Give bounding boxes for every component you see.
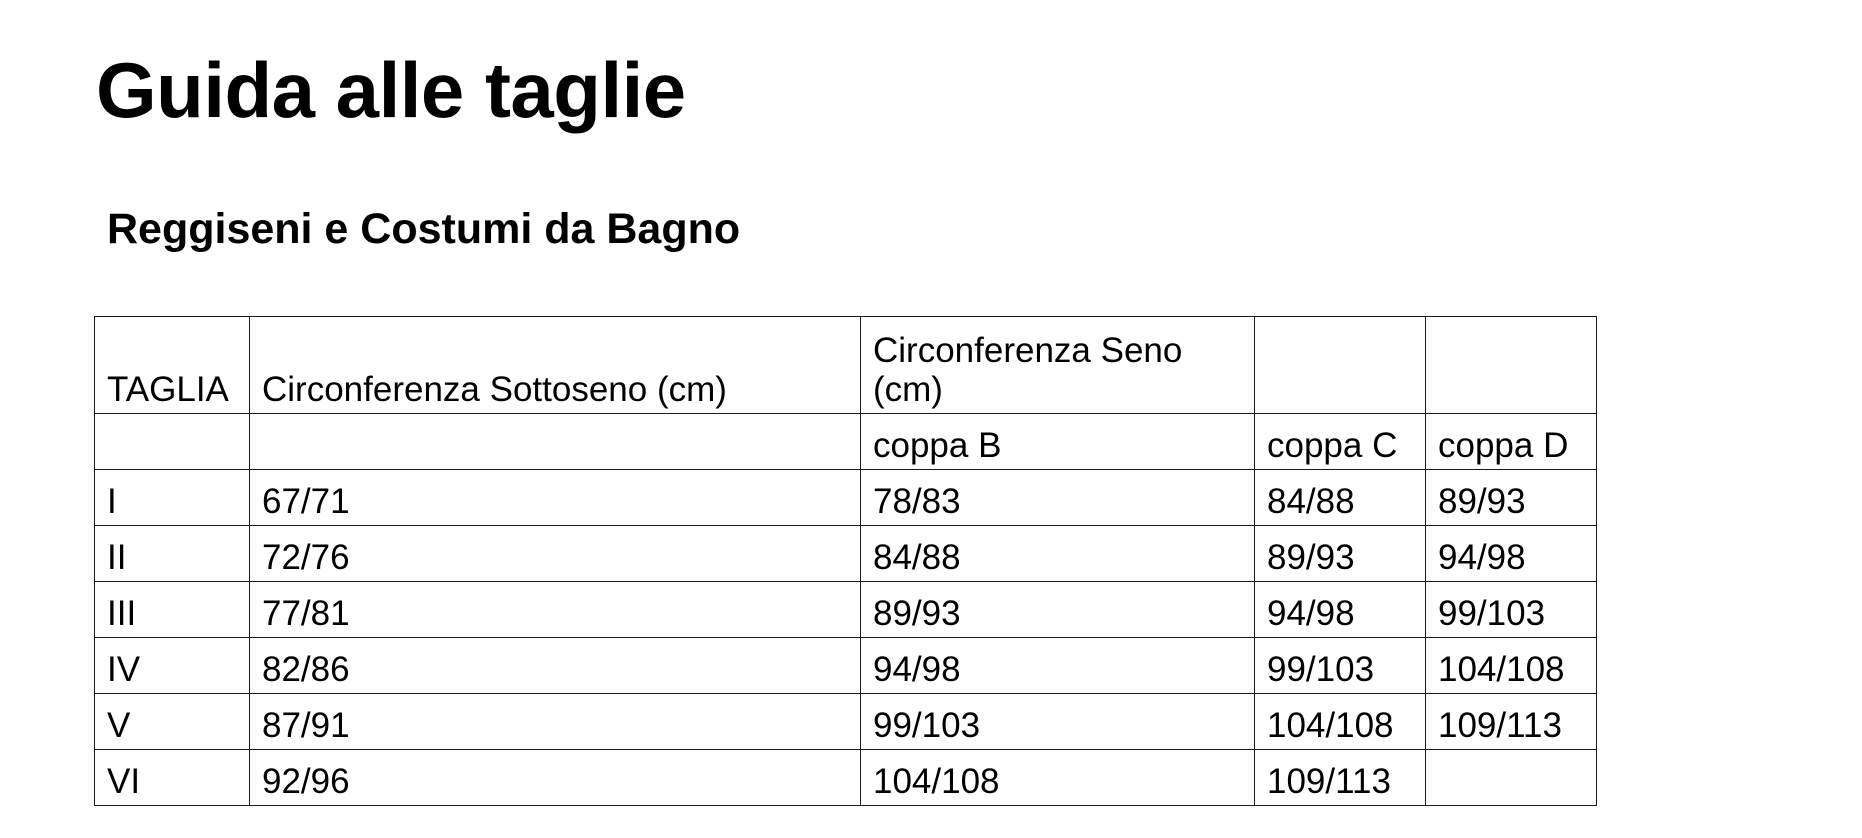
cell-underbust: 77/81 <box>250 582 861 638</box>
header-empty-cell <box>1426 317 1597 414</box>
table-row <box>95 470 1597 526</box>
cell-cup-c: 99/103 <box>1255 638 1426 694</box>
cell-size: VI <box>95 750 250 806</box>
page-title: Guida alle taglie <box>96 46 686 134</box>
cell-size: II <box>95 526 250 582</box>
cell-cup-c: 89/93 <box>1255 526 1426 582</box>
subheader-cup-b: coppa B <box>861 414 1255 470</box>
cell-cup-b: 84/88 <box>861 526 1255 582</box>
cell-underbust: 92/96 <box>250 750 861 806</box>
cell-cup-c: 104/108 <box>1255 694 1426 750</box>
subheader-cup-d: coppa D <box>1426 414 1597 470</box>
cell-cup-c: 109/113 <box>1255 750 1426 806</box>
subheader-cup-c: coppa C <box>1255 414 1426 470</box>
header-underbust: Circonferenza Sottoseno (cm) <box>250 317 861 414</box>
header-size: TAGLIA <box>95 317 250 414</box>
subheader-empty-cell <box>250 414 861 470</box>
section-title: Reggiseni e Costumi da Bagno <box>107 205 741 253</box>
cell-cup-b: 94/98 <box>861 638 1255 694</box>
header-bust: Circonferenza Seno (cm) <box>861 317 1255 414</box>
table-row <box>95 638 1597 694</box>
cell-cup-d: 94/98 <box>1426 526 1597 582</box>
cell-cup-d: 109/113 <box>1426 694 1597 750</box>
cell-cup-b: 78/83 <box>861 470 1255 526</box>
cell-cup-b: 99/103 <box>861 694 1255 750</box>
table-row <box>95 582 1597 638</box>
cell-underbust: 87/91 <box>250 694 861 750</box>
cell-cup-d: 104/108 <box>1426 638 1597 694</box>
header-empty-cell <box>1255 317 1426 414</box>
table-row <box>95 694 1597 750</box>
size-chart-table <box>94 316 1597 806</box>
cell-cup-d: 89/93 <box>1426 470 1597 526</box>
cell-cup-c: 94/98 <box>1255 582 1426 638</box>
cell-underbust: 67/71 <box>250 470 861 526</box>
cell-size: V <box>95 694 250 750</box>
subheader-empty-cell <box>95 414 250 470</box>
cell-cup-c: 84/88 <box>1255 470 1426 526</box>
cell-underbust: 72/76 <box>250 526 861 582</box>
cell-size: IV <box>95 638 250 694</box>
cell-cup-b: 89/93 <box>861 582 1255 638</box>
table-subheader-row <box>95 414 1597 470</box>
table-header-row <box>95 317 1597 414</box>
cell-size: I <box>95 470 250 526</box>
cell-size: III <box>95 582 250 638</box>
cell-cup-d <box>1426 750 1597 806</box>
table-row <box>95 750 1597 806</box>
cell-cup-d: 99/103 <box>1426 582 1597 638</box>
cell-underbust: 82/86 <box>250 638 861 694</box>
table-row <box>95 526 1597 582</box>
cell-cup-b: 104/108 <box>861 750 1255 806</box>
